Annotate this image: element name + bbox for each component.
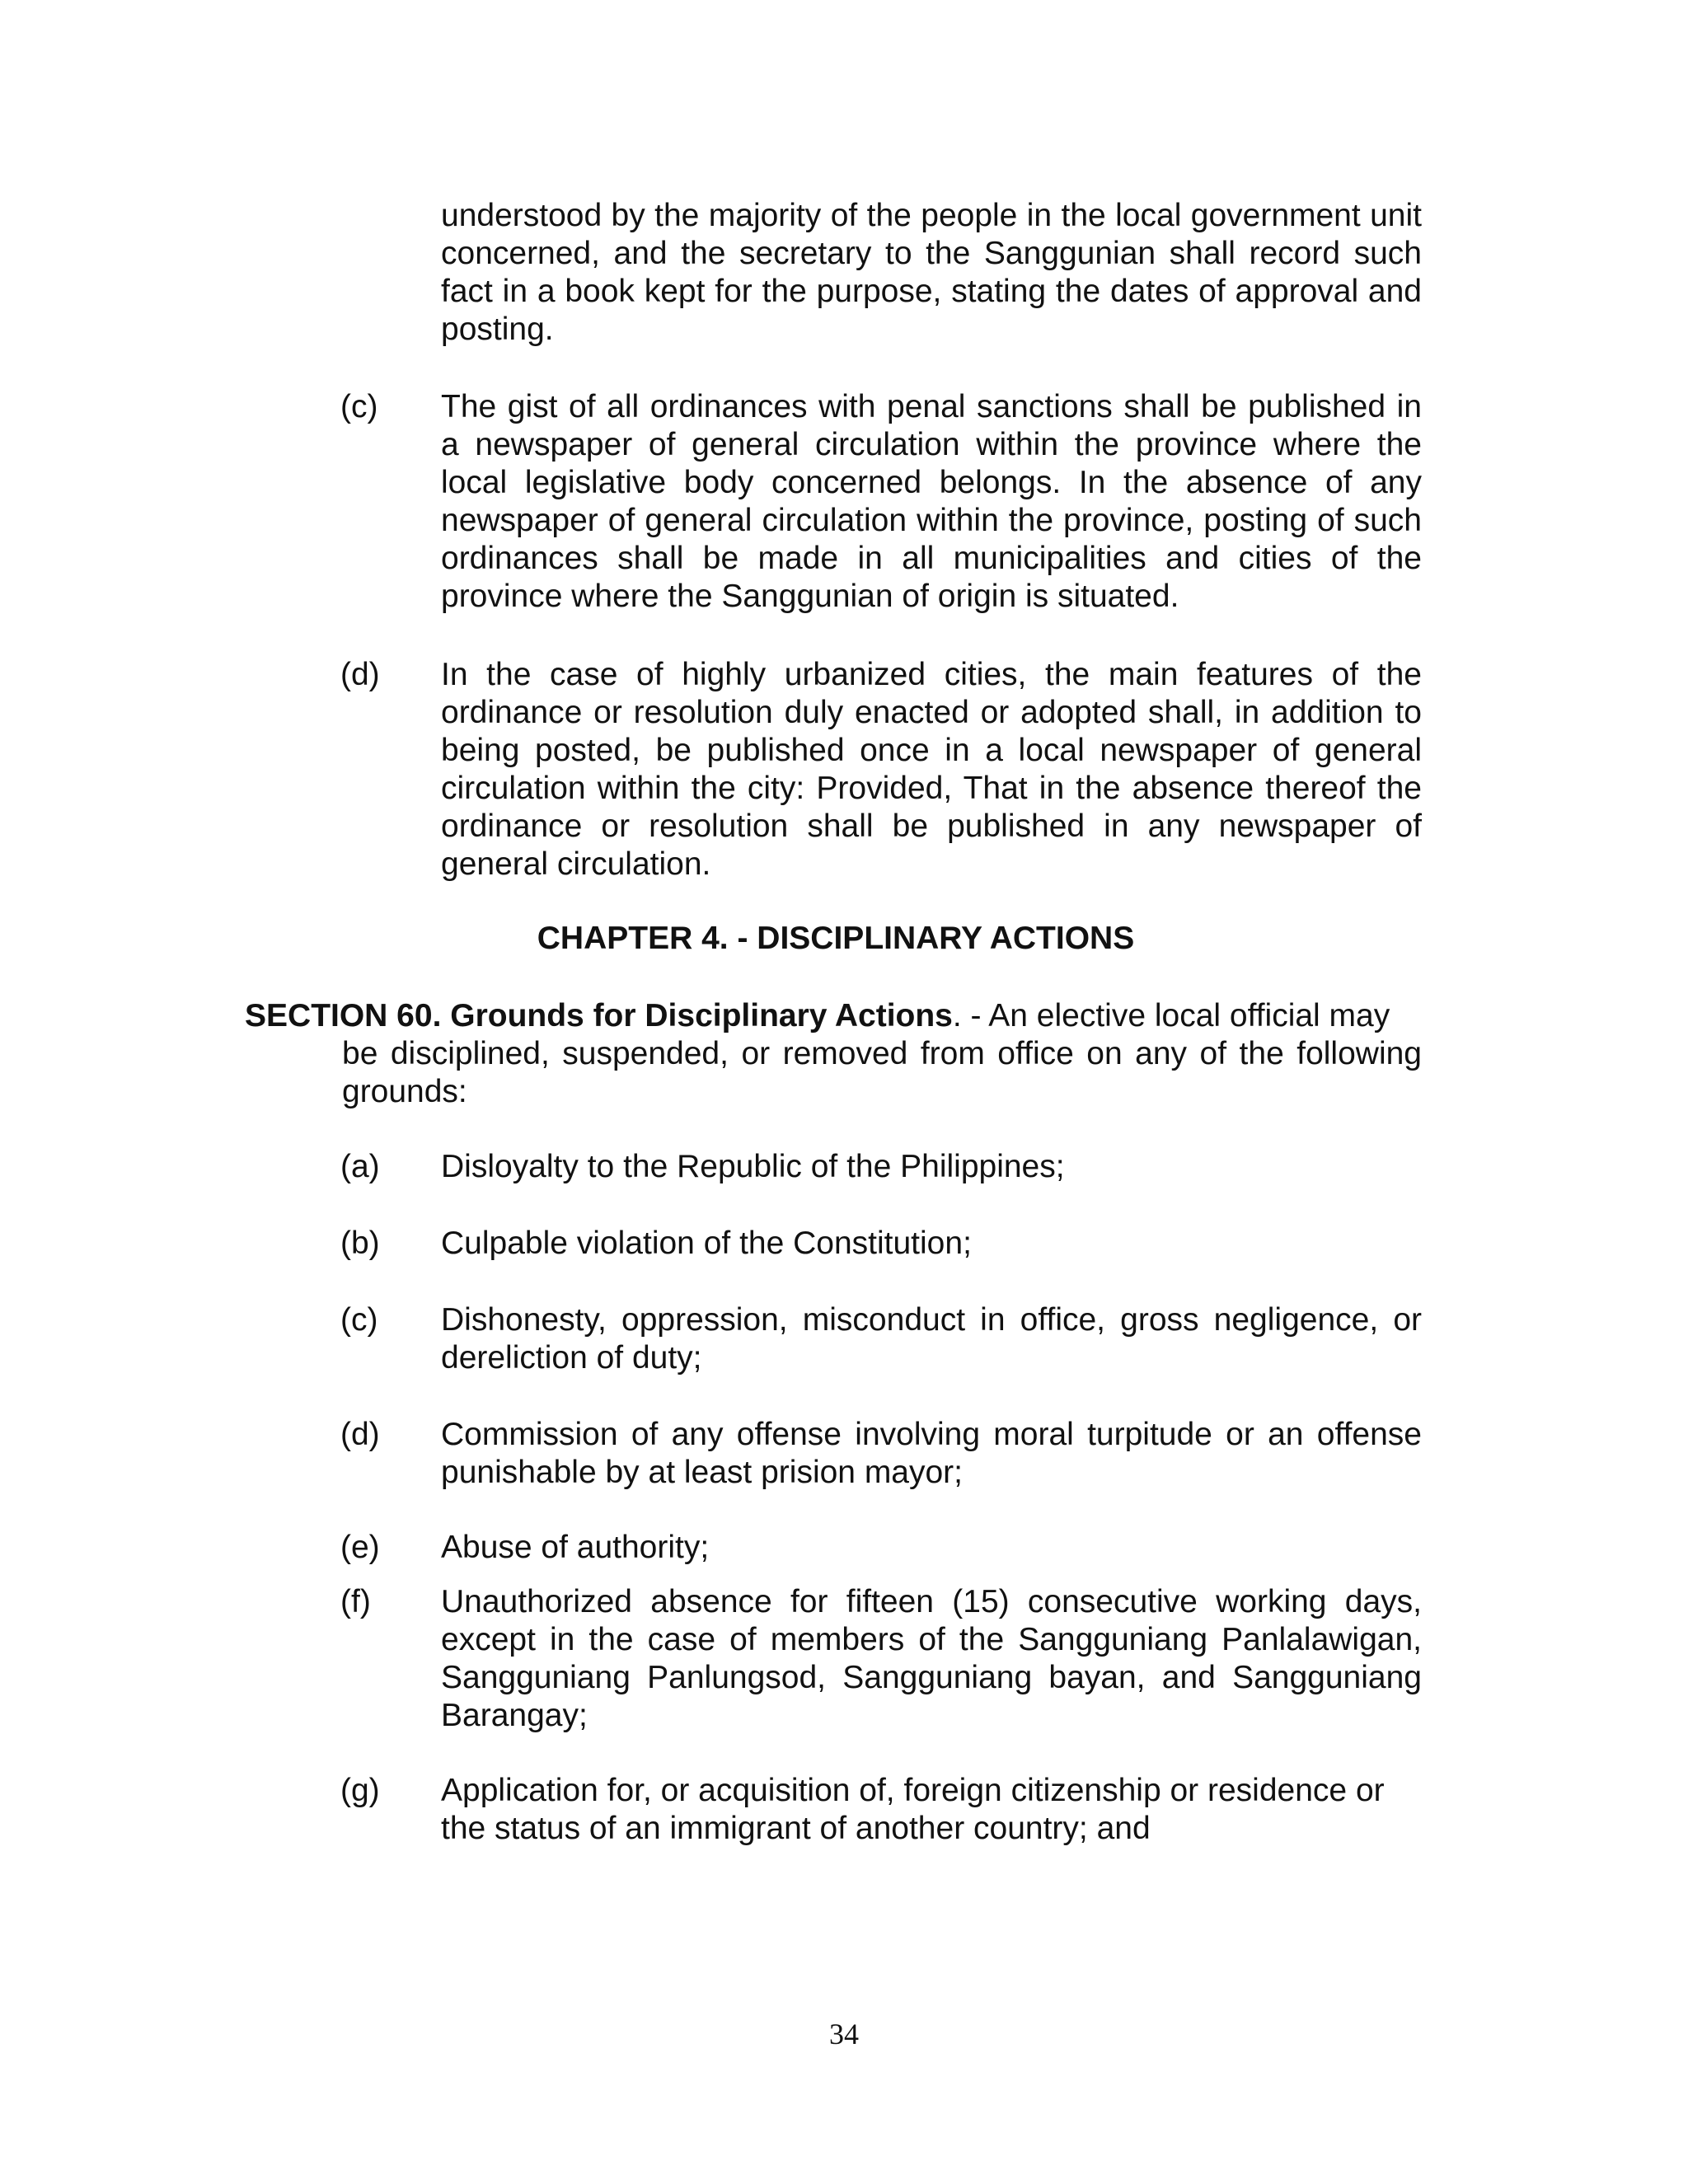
chapter-heading [0, 920, 1688, 958]
section-separator: . - [952, 998, 989, 1033]
ground-label: (f) [340, 1584, 371, 1619]
provision-text: The gist of all ordinances with penal sanctions shall be published in a newspaper of general circulation within the province where the local legislative body concerned belongs. In the absence of any newspaper of general circulation within the province, posting of such ordinances shall be made in all municipalities and cities of the province where the Sanggunian of origin is situated. [441, 389, 1422, 614]
provision-text: In the case of highly urbanized cities, the main features of the ordinance or resolution duly enacted or adopted shall, in addition to being posted, be published once in a local newspaper of general circulation within the city: Provided, That in the absence thereof the ordinance or resolution shall be published in any newspaper of general circulation. [441, 657, 1422, 882]
intro-paragraph: understood by the majority of the people in the local government unit concerned, and the secretary to the Sanggunian shall record such fact in a book kept for the purpose, stating the dates of approval and posting. [441, 198, 1422, 347]
ground-text: Disloyalty to the Republic of the Philippines; [441, 1149, 1065, 1184]
ground-label: (d) [340, 1417, 380, 1452]
provision-label: (d) [340, 657, 380, 692]
chapter-title: CHAPTER 4. - DISCIPLINARY ACTIONS [537, 921, 1135, 956]
ground-text: Culpable violation of the Constitution; [441, 1226, 972, 1261]
ground-label: (e) [340, 1530, 380, 1565]
section-heading-line [245, 997, 1422, 1035]
ground-text: Dishonesty, oppression, misconduct in office, gross negligence, or dereliction of duty; [441, 1302, 1422, 1376]
ground-label: (b) [340, 1226, 380, 1261]
section-lead: An elective local official may [988, 998, 1390, 1033]
ground-text: Abuse of authority; [441, 1530, 710, 1565]
ground-label: (g) [340, 1773, 380, 1808]
ground-text: Application for, or acquisition of, foreign citizenship or residence or the status of an immigrant of another country; and [441, 1773, 1385, 1846]
section-heading: SECTION 60. Grounds for Disciplinary Actions [245, 998, 953, 1033]
page-number: 34 [829, 2018, 859, 2050]
ground-text: Commission of any offense involving moral turpitude or an offense punishable by at least prision mayor; [441, 1417, 1422, 1490]
ground-label: (c) [340, 1302, 378, 1338]
ground-text: Unauthorized absence for fifteen (15) consecutive working days, except in the case of members of the Sangguniang Panlalawigan, Sangguniang Panlungsod, Sangguniang bayan, and Sangguniang Barangay; [441, 1584, 1422, 1733]
provision-label: (c) [340, 389, 378, 424]
section-body: be disciplined, suspended, or removed from office on any of the following grounds: [342, 1036, 1422, 1109]
ground-label: (a) [340, 1149, 380, 1184]
